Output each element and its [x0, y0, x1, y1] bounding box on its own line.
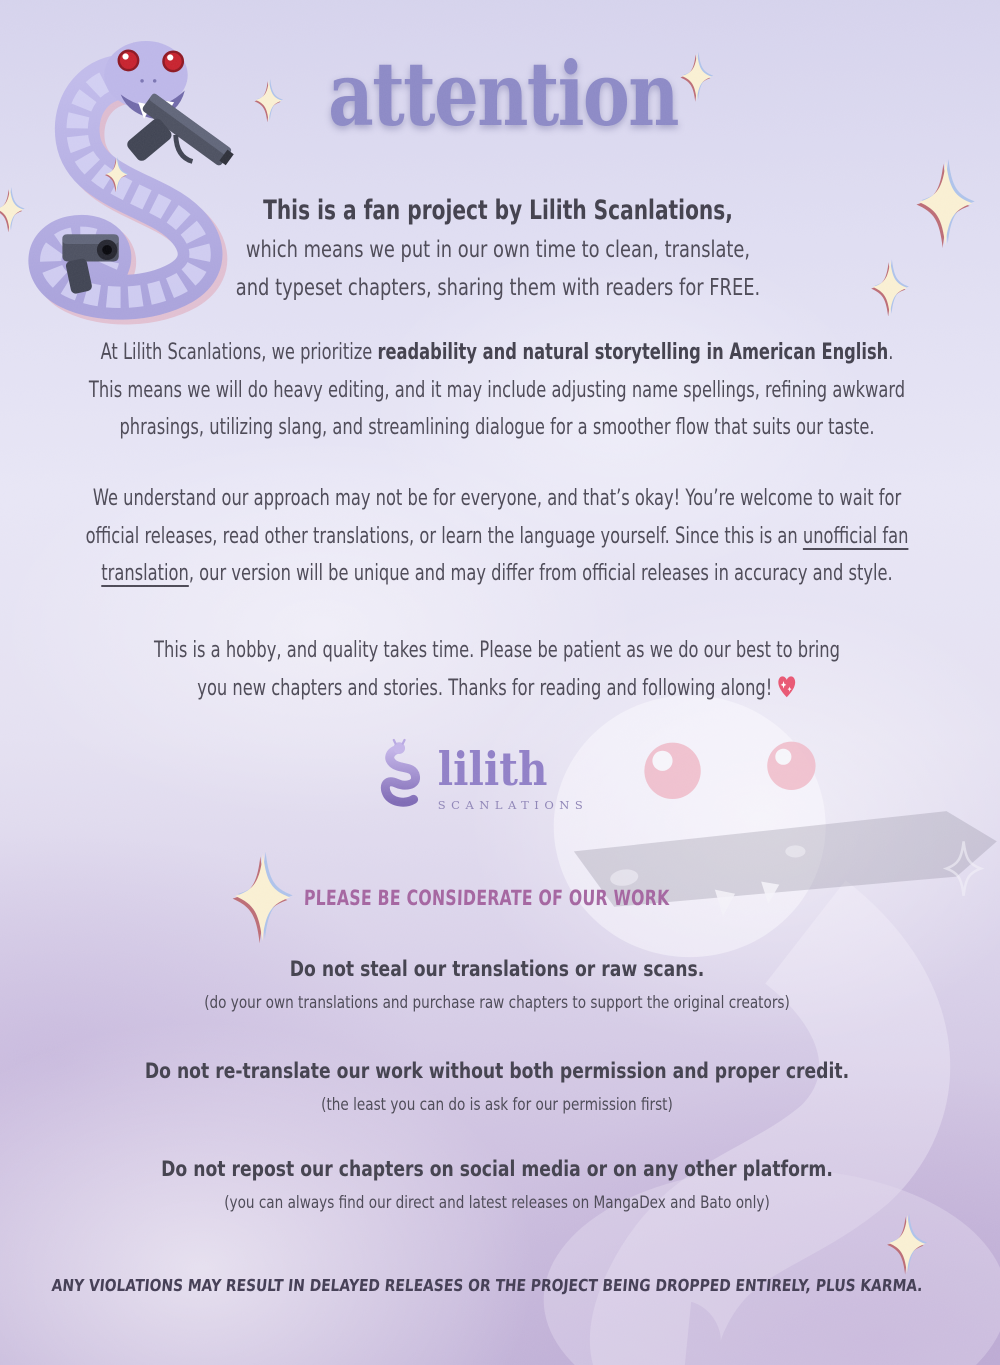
underlined-text: unofficial fan — [802, 523, 909, 549]
text-line: and typeset chapters, sharing them with readers for FREE. — [235, 273, 761, 301]
rule-main-text: Do not repost our chapters on social media or on any other platform. — [161, 1157, 833, 1182]
intro-paragraph — [236, 192, 760, 306]
text-line: At Lilith Scanlations, we prioritize readability and natural storytelling in American English. — [100, 340, 894, 365]
sparkle-icon — [228, 848, 294, 944]
text-line: you new chapters and stories. Thanks for reading and following along! — [154, 670, 840, 708]
text-line: This means we will do heavy editing, and it may include adjusting name spellings, refining awkward — [88, 377, 906, 403]
lilith-scanlations-logo — [376, 738, 588, 814]
violations-warning: ANY VIOLATIONS MAY RESULT IN DELAYED RELEASES OR THE PROJECT BEING DROPPED ENTIRELY, PLUS KARMA. — [50, 1276, 924, 1295]
rule-main-text: Do not re-translate our work without both permission and proper credit. — [144, 1059, 850, 1084]
rule-sub-text: (the least you can do is ask for our permission first) — [321, 1095, 673, 1115]
text-line: We understand our approach may not be for everyone, and that’s okay! You’re welcome to wait for — [92, 486, 902, 511]
text-line: phrasings, utilizing slang, and streamlining dialogue for a smoother flow that suits our taste. — [119, 415, 875, 440]
text-line: This is a fan project by Lilith Scanlations, — [263, 195, 733, 226]
considerate-heading: PLEASE BE CONSIDERATE OF OUR WORK — [303, 886, 670, 910]
sparkling-heart-icon — [777, 675, 796, 699]
text-line: official releases, read other translations, or learn the language yourself. Since this is an unofficial fan — [85, 523, 909, 549]
sparkle-icon — [912, 150, 976, 254]
rule-sub-text: (you can always find our direct and latest releases on MangaDex and Bato only) — [224, 1193, 770, 1213]
rule-no-retranslation — [145, 1058, 849, 1115]
logo-subtitle: SCANLATIONS — [437, 798, 589, 812]
editing-paragraph — [89, 334, 905, 447]
rule-main-text: Do not steal our translations or raw scans. — [289, 957, 705, 982]
sparkle-icon — [678, 45, 714, 107]
approach-paragraph — [86, 480, 909, 593]
sparkle-icon — [868, 258, 910, 316]
text-line: This is a hobby, and quality takes time. Please be patient as we do our best to bring — [154, 638, 840, 663]
logo-wordmark: lilith — [437, 742, 548, 796]
text-line: translation, our version will be unique and may differ from official releases in accuracy and style. — [101, 561, 893, 586]
rule-no-reposting — [161, 1156, 833, 1213]
underlined-text: translation — [101, 561, 189, 586]
sparkle-icon — [884, 1206, 928, 1280]
text-line: which means we put in our own time to clean, translate, — [245, 235, 751, 263]
logo-snake-icon — [376, 738, 430, 814]
page-title: attention — [328, 42, 678, 146]
rule-sub-text: (do your own translations and purchase raw chapters to support the original creators) — [204, 993, 790, 1013]
rule-no-stealing — [204, 956, 790, 1013]
hobby-paragraph — [154, 632, 840, 707]
